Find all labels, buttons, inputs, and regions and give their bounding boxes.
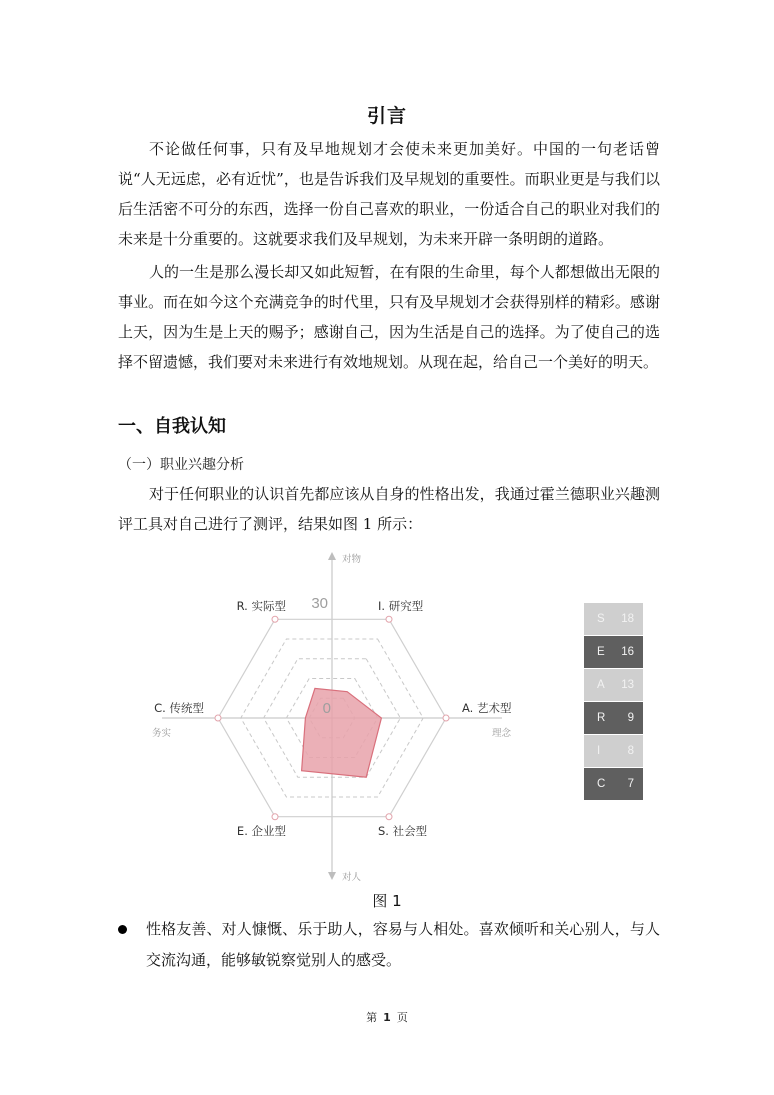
score-value: 13 xyxy=(621,679,634,691)
score-code: E xyxy=(597,646,605,658)
category-label: C. 传统型 xyxy=(154,701,204,715)
bullet-text: 性格友善、对人慷慨、乐于助人，容易与人相处。喜欢倾听和关心别人，与人交流沟通，能够敏锐察觉别人的感受。 xyxy=(146,920,660,969)
score-value: 8 xyxy=(627,745,634,757)
document-title: 引言 xyxy=(366,105,407,127)
score-code: R xyxy=(597,712,606,724)
scale-label-min: 0 xyxy=(322,700,331,717)
bullet-dot xyxy=(118,925,127,934)
score-code: S xyxy=(597,613,605,625)
intro-paragraph-1: 不论做任何事，只有及早地规划才会使未来更加美好。中国的一句老话曾说“人无远虑，必有近忧”，也是告诉我们及早规划的重要性。而职业更是与我们以后生活密不可分的东西，选择一份自己喜欢的职业，一份适合自己的职业对我们的未来是十分重要的。这就要求我们及早规划，为未来开辟一条明朗的道路。 xyxy=(118,140,660,248)
data-area xyxy=(302,688,382,777)
score-value: 18 xyxy=(621,613,634,625)
vertex-dot xyxy=(215,715,221,721)
score-row xyxy=(584,669,643,701)
score-row xyxy=(584,702,643,734)
category-label: S. 社会型 xyxy=(378,824,428,838)
score-code: A xyxy=(597,679,605,691)
page-prefix: 第 xyxy=(366,1011,378,1024)
vertex-dot xyxy=(272,814,278,820)
subsection-heading: （一）职业兴趣分析 xyxy=(118,457,244,473)
score-code: I xyxy=(597,745,601,757)
section-heading: 一、自我认知 xyxy=(118,416,226,437)
vertex-dot xyxy=(443,715,449,721)
scale-label-max: 30 xyxy=(311,595,328,612)
category-label: A. 艺术型 xyxy=(462,701,512,715)
category-label: E. 企业型 xyxy=(236,824,286,838)
vertex-dot xyxy=(272,616,278,622)
vertex-dot xyxy=(386,616,392,622)
axis-label-bottom: 对人 xyxy=(342,872,362,883)
score-value: 7 xyxy=(627,778,634,790)
axis-label-top: 对物 xyxy=(342,554,362,565)
vertex-dot xyxy=(386,814,392,820)
axis-label-left: 务实 xyxy=(152,728,172,739)
score-value: 16 xyxy=(621,646,634,658)
axis-arrow-top xyxy=(328,552,336,560)
holland-radar-figure xyxy=(140,548,660,888)
figure-caption: 图 1 xyxy=(372,892,402,910)
page-number xyxy=(0,1009,774,1025)
axis-label-right: 理念 xyxy=(492,728,512,739)
radar-chart xyxy=(140,548,660,888)
score-code: C xyxy=(597,778,606,790)
score-row xyxy=(584,768,643,800)
page-number-value: 1 xyxy=(383,1011,391,1024)
category-label: R. 实际型 xyxy=(236,599,286,613)
page-suffix: 页 xyxy=(396,1011,408,1024)
score-row xyxy=(584,636,643,668)
intro-paragraph-2: 人的一生是那么漫长却又如此短暂，在有限的生命里，每个人都想做出无限的事业。而在如今这个充满竞争的时代里，只有及早规划才会获得别样的精彩。感谢上天，因为生是上天的赐予；感谢自己，因为生活是自己的选择。为了使自己的选择不留遗憾，我们要对未来进行有效地规划。从现在起，给自己一个美好的明天。 xyxy=(118,263,660,371)
category-label: I. 研究型 xyxy=(378,599,424,613)
score-value: 9 xyxy=(627,712,634,724)
score-row xyxy=(584,735,643,767)
axis-arrow-bottom xyxy=(328,872,336,880)
score-table xyxy=(584,603,643,801)
score-row xyxy=(584,603,643,635)
assessment-paragraph: 对于任何职业的认识首先都应该从自身的性格出发，我通过霍兰德职业兴趣测评工具对自己进行了测评，结果如图 1 所示： xyxy=(118,485,660,533)
